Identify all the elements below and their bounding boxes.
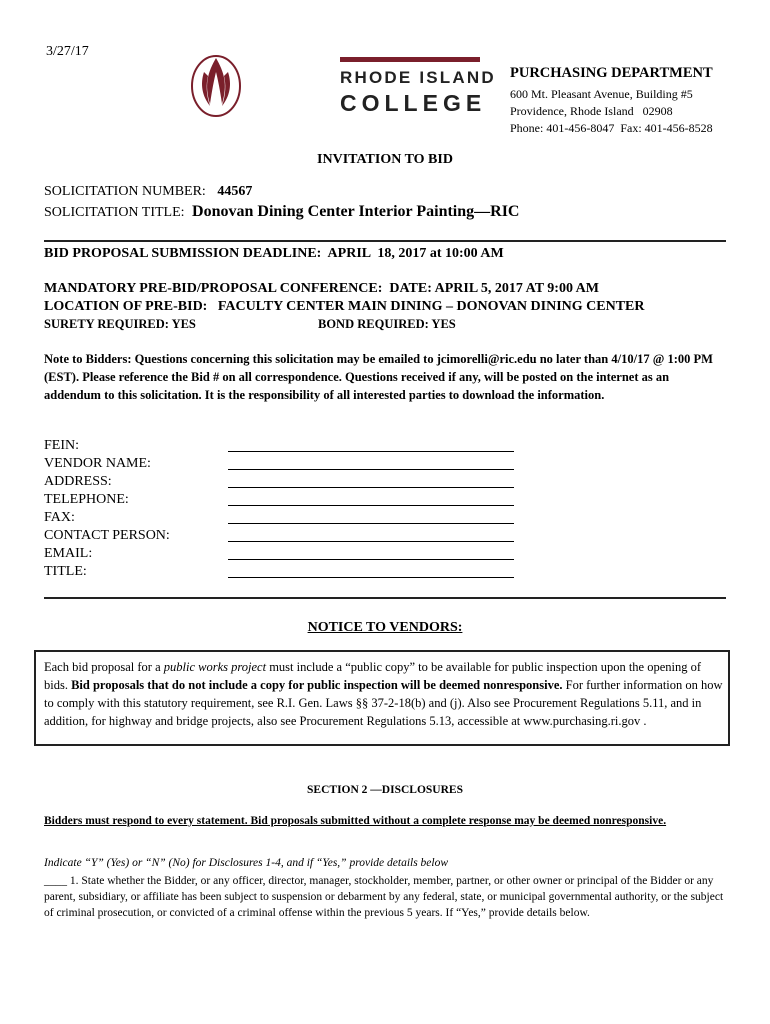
invitation-title: INVITATION TO BID [317,152,453,167]
note-to-bidders: Note to Bidders: Questions concerning this solicitation may be emailed to jcimorelli@ric.edu no later than 4/10/17 @ 1:00 PM (EST). Please reference the Bid # on all correspondence. Questions received if any, will be posted on the internet as an addendum to this solicitation. It is the responsibility of all interested parties to download the information. [44,352,713,402]
address-blank-line[interactable] [228,487,514,488]
field-label-address: ADDRESS: [44,474,112,489]
notice-public-works: public works project [163,660,267,674]
college-flame-logo-icon [190,50,242,118]
field-label-contact-person: CONTACT PERSON: [44,528,170,543]
notice-nonresponsive-warning: Bid proposals that do not include a copy for public inspection will be deemed nonresponsive. [71,678,563,692]
conference-line: MANDATORY PRE-BID/PROPOSAL CONFERENCE: DATE: APRIL 5, 2017 AT 9:00 AM [44,281,600,296]
surety-required: SURETY REQUIRED: YES [44,317,196,331]
indicate-instruction: Indicate “Y” (Yes) or “N” (No) for Disclosures 1-4, and if “Yes,” provide details below [44,857,449,869]
fein-blank-line[interactable] [228,451,514,452]
notice-text-part1: Each bid proposal for a [44,660,164,674]
location-line: LOCATION OF PRE-BID: FACULTY CENTER MAIN DINING – DONOVAN DINING CENTER [44,299,645,314]
contact-person-blank-line[interactable] [228,541,514,542]
logo-college: COLLEGE [340,90,487,116]
notice-text-part2: must include a “public copy” to be available for public inspection upon the opening of bids. [44,660,702,692]
email-blank-line[interactable] [228,559,514,560]
address-line-2: Providence, Rhode Island 02908 [510,104,673,118]
bond-required: BOND REQUIRED: YES [318,317,456,331]
solicitation-title-label: SOLICITATION TITLE: [44,205,185,220]
divider-middle [44,597,726,599]
deadline-value: : APRIL 18, 2017 at 10:00 AM [316,246,504,261]
field-label-email: EMAIL: [44,546,93,561]
vendor-name-blank-line[interactable] [228,469,514,470]
field-label-telephone: TELEPHONE: [44,492,129,507]
field-label-vendor-name: VENDOR NAME: [44,456,151,471]
solicitation-number: 44567 [217,184,253,199]
notice-title: NOTICE TO VENDORS: [307,620,463,635]
solicitation-title: Donovan Dining Center Interior Painting—RIC [192,203,520,220]
logo-accent-bar [340,57,480,62]
department-name: PURCHASING DEPARTMENT [510,65,713,81]
solicitation-title-row [44,203,519,221]
telephone-blank-line[interactable] [228,505,514,506]
solicitation-number-label: SOLICITATION NUMBER: [44,184,206,199]
document-date: 3/27/17 [46,44,89,59]
field-label-fax: FAX: [44,510,75,525]
address-line-1: 600 Mt. Pleasant Avenue, Building #5 [510,87,693,101]
fax-blank-line[interactable] [228,523,514,524]
deadline-label: BID PROPOSAL SUBMISSION DEADLINE [44,246,317,261]
notice-text-part3: For further information on how to comply with this statutory requirement, see R.I. Gen. Laws §§ 37-2-18(b) and (j). Also see Procurement Regulations 5.11, and in addition, for highway and bridge projects, also see Procurement Regulations 5.13, accessible at www.purchasing.ri.gov . [44,678,723,728]
section-2-title: SECTION 2 —DISCLOSURES [307,784,463,796]
notice-text [44,658,724,730]
phone-fax: Phone: 401-456-8047 Fax: 401-456-8528 [510,121,713,135]
disclosure-1: ____ 1. State whether the Bidder, or any officer, director, manager, stockholder, member, partner, or other owner or principal of the Bidder or any parent, subsidiary, or affiliate has been subject to suspension or debarment by any federal, state, or municipal governmental authority, or the subject of criminal prosecution, or convicted of a criminal offense within the previous 5 years. If “Yes,” provide details below. [44,875,724,919]
field-label-fein: FEIN: [44,438,79,453]
divider-top [44,240,726,242]
solicitation-number-row [44,184,252,200]
logo-rhode-island: RHODE ISLAND [340,68,496,87]
bidders-must-respond: Bidders must respond to every statement. Bid proposals submitted without a complete response may be deemed nonresponsive. [44,815,667,827]
deadline-row [44,246,504,262]
title-blank-line[interactable] [228,577,514,578]
field-label-title: TITLE: [44,564,87,579]
